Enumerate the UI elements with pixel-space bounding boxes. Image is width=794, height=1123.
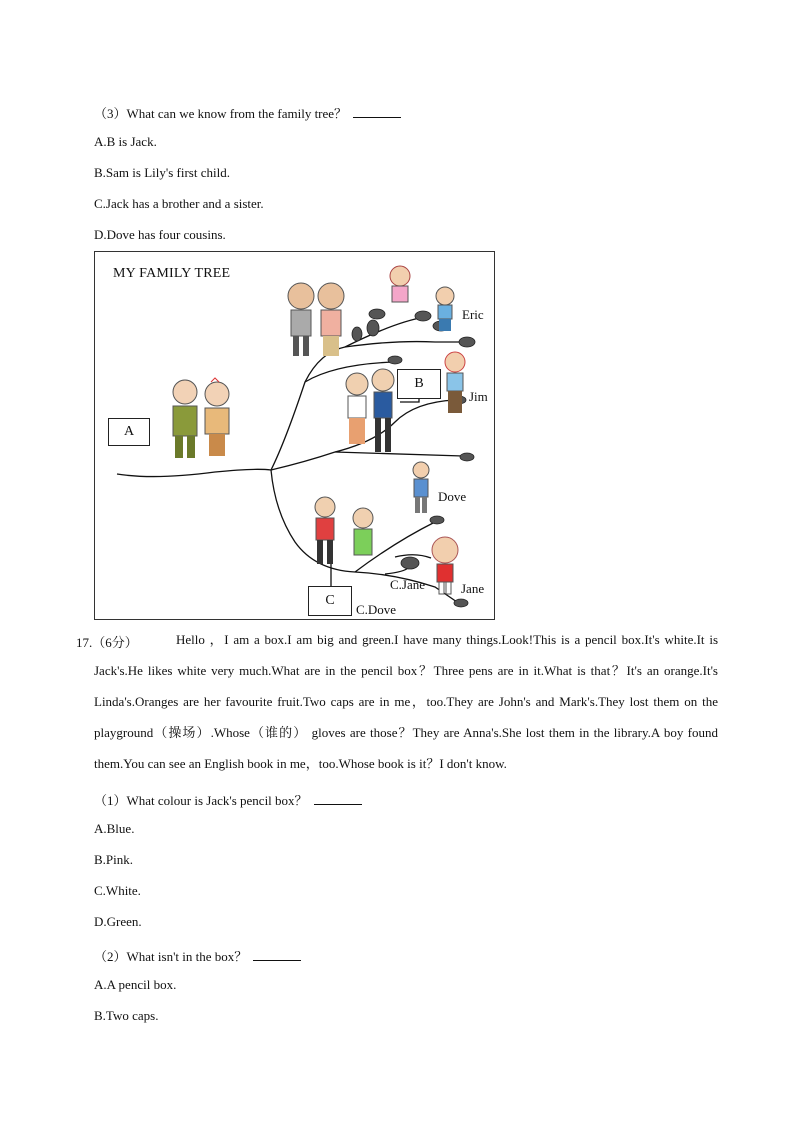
question-17-number: 17.（6分） [76, 635, 138, 650]
option-b: B.Pink. [94, 852, 134, 867]
option-a: A.Blue. [94, 821, 135, 836]
family-tree-drawing [95, 252, 496, 621]
answer-blank[interactable] [314, 792, 362, 805]
label-jim: Jim [469, 389, 488, 404]
option-d: D.Dove has four cousins. [94, 227, 226, 242]
question-text: （1）What colour is Jack's pencil box？ [94, 793, 308, 808]
box-c: C [308, 586, 352, 616]
jane-illustration [432, 537, 458, 594]
option-d: D.Green. [94, 914, 142, 929]
leaf [454, 599, 468, 607]
box-a: A [108, 418, 150, 446]
question-17-passage: Hello ，I am a box.I am big and green.I have many things.Look!This is a pencil box.It's white.It is Jack's.He likes white very much.What are in the pencil box？Three pens are in it.What is that？It's an orange.It's Linda's.Oranges are her favourite fruit.Two caps are in me，too.They are John's and Mark's.They lost them on the playground（操场）.Whose（谁的） gloves are those？They are Anna's.She lost them in the library.A boy found them.You can see an English book in me，too.Whose book is it？I don't know. [94, 632, 718, 771]
box-b: B [397, 369, 441, 399]
question-text: （2）What isn't in the box？ [94, 949, 248, 964]
answer-blank[interactable] [253, 948, 301, 961]
label-dove: Dove [438, 489, 467, 504]
label-c-jane: C.Jane [390, 577, 426, 592]
leaf [369, 309, 385, 319]
leaf [415, 311, 431, 321]
option-c: C.Jack has a brother and a sister. [94, 196, 264, 211]
leaf [352, 327, 362, 341]
question-text: （3）What can we know from the family tree？ [94, 106, 348, 121]
option-a: A.B is Jack. [94, 134, 157, 149]
mid-branch-2 [335, 452, 463, 456]
girl-top-illustration [390, 266, 410, 302]
option-c: C.White. [94, 883, 141, 898]
question-16-3 [94, 103, 401, 122]
lower-couple-illustration [315, 497, 373, 564]
answer-blank[interactable] [353, 105, 401, 118]
leaf [388, 356, 402, 364]
upper-branch [271, 342, 463, 470]
leaf [401, 557, 419, 569]
top-couple-illustration [288, 283, 344, 356]
label-jane: Jane [461, 581, 485, 596]
leaf [460, 453, 474, 461]
label-c-dove: C.Dove [356, 602, 397, 617]
leaf [367, 320, 379, 336]
option-a: A.A pencil box. [94, 977, 177, 992]
label-eric: Eric [462, 307, 484, 322]
grandparents-illustration [173, 378, 229, 458]
question-17-2 [94, 946, 301, 965]
dove-illustration [413, 462, 429, 513]
family-tree-figure [94, 251, 495, 620]
jim-illustration [445, 352, 465, 413]
leaf [459, 337, 475, 347]
trunk-branch [117, 469, 271, 476]
option-b: B.Sam is Lily's first child. [94, 165, 230, 180]
leaf [430, 516, 444, 524]
question-17-1 [94, 790, 362, 809]
figure-title: MY FAMILY TREE [113, 266, 231, 281]
option-b: B.Two caps. [94, 1008, 159, 1023]
